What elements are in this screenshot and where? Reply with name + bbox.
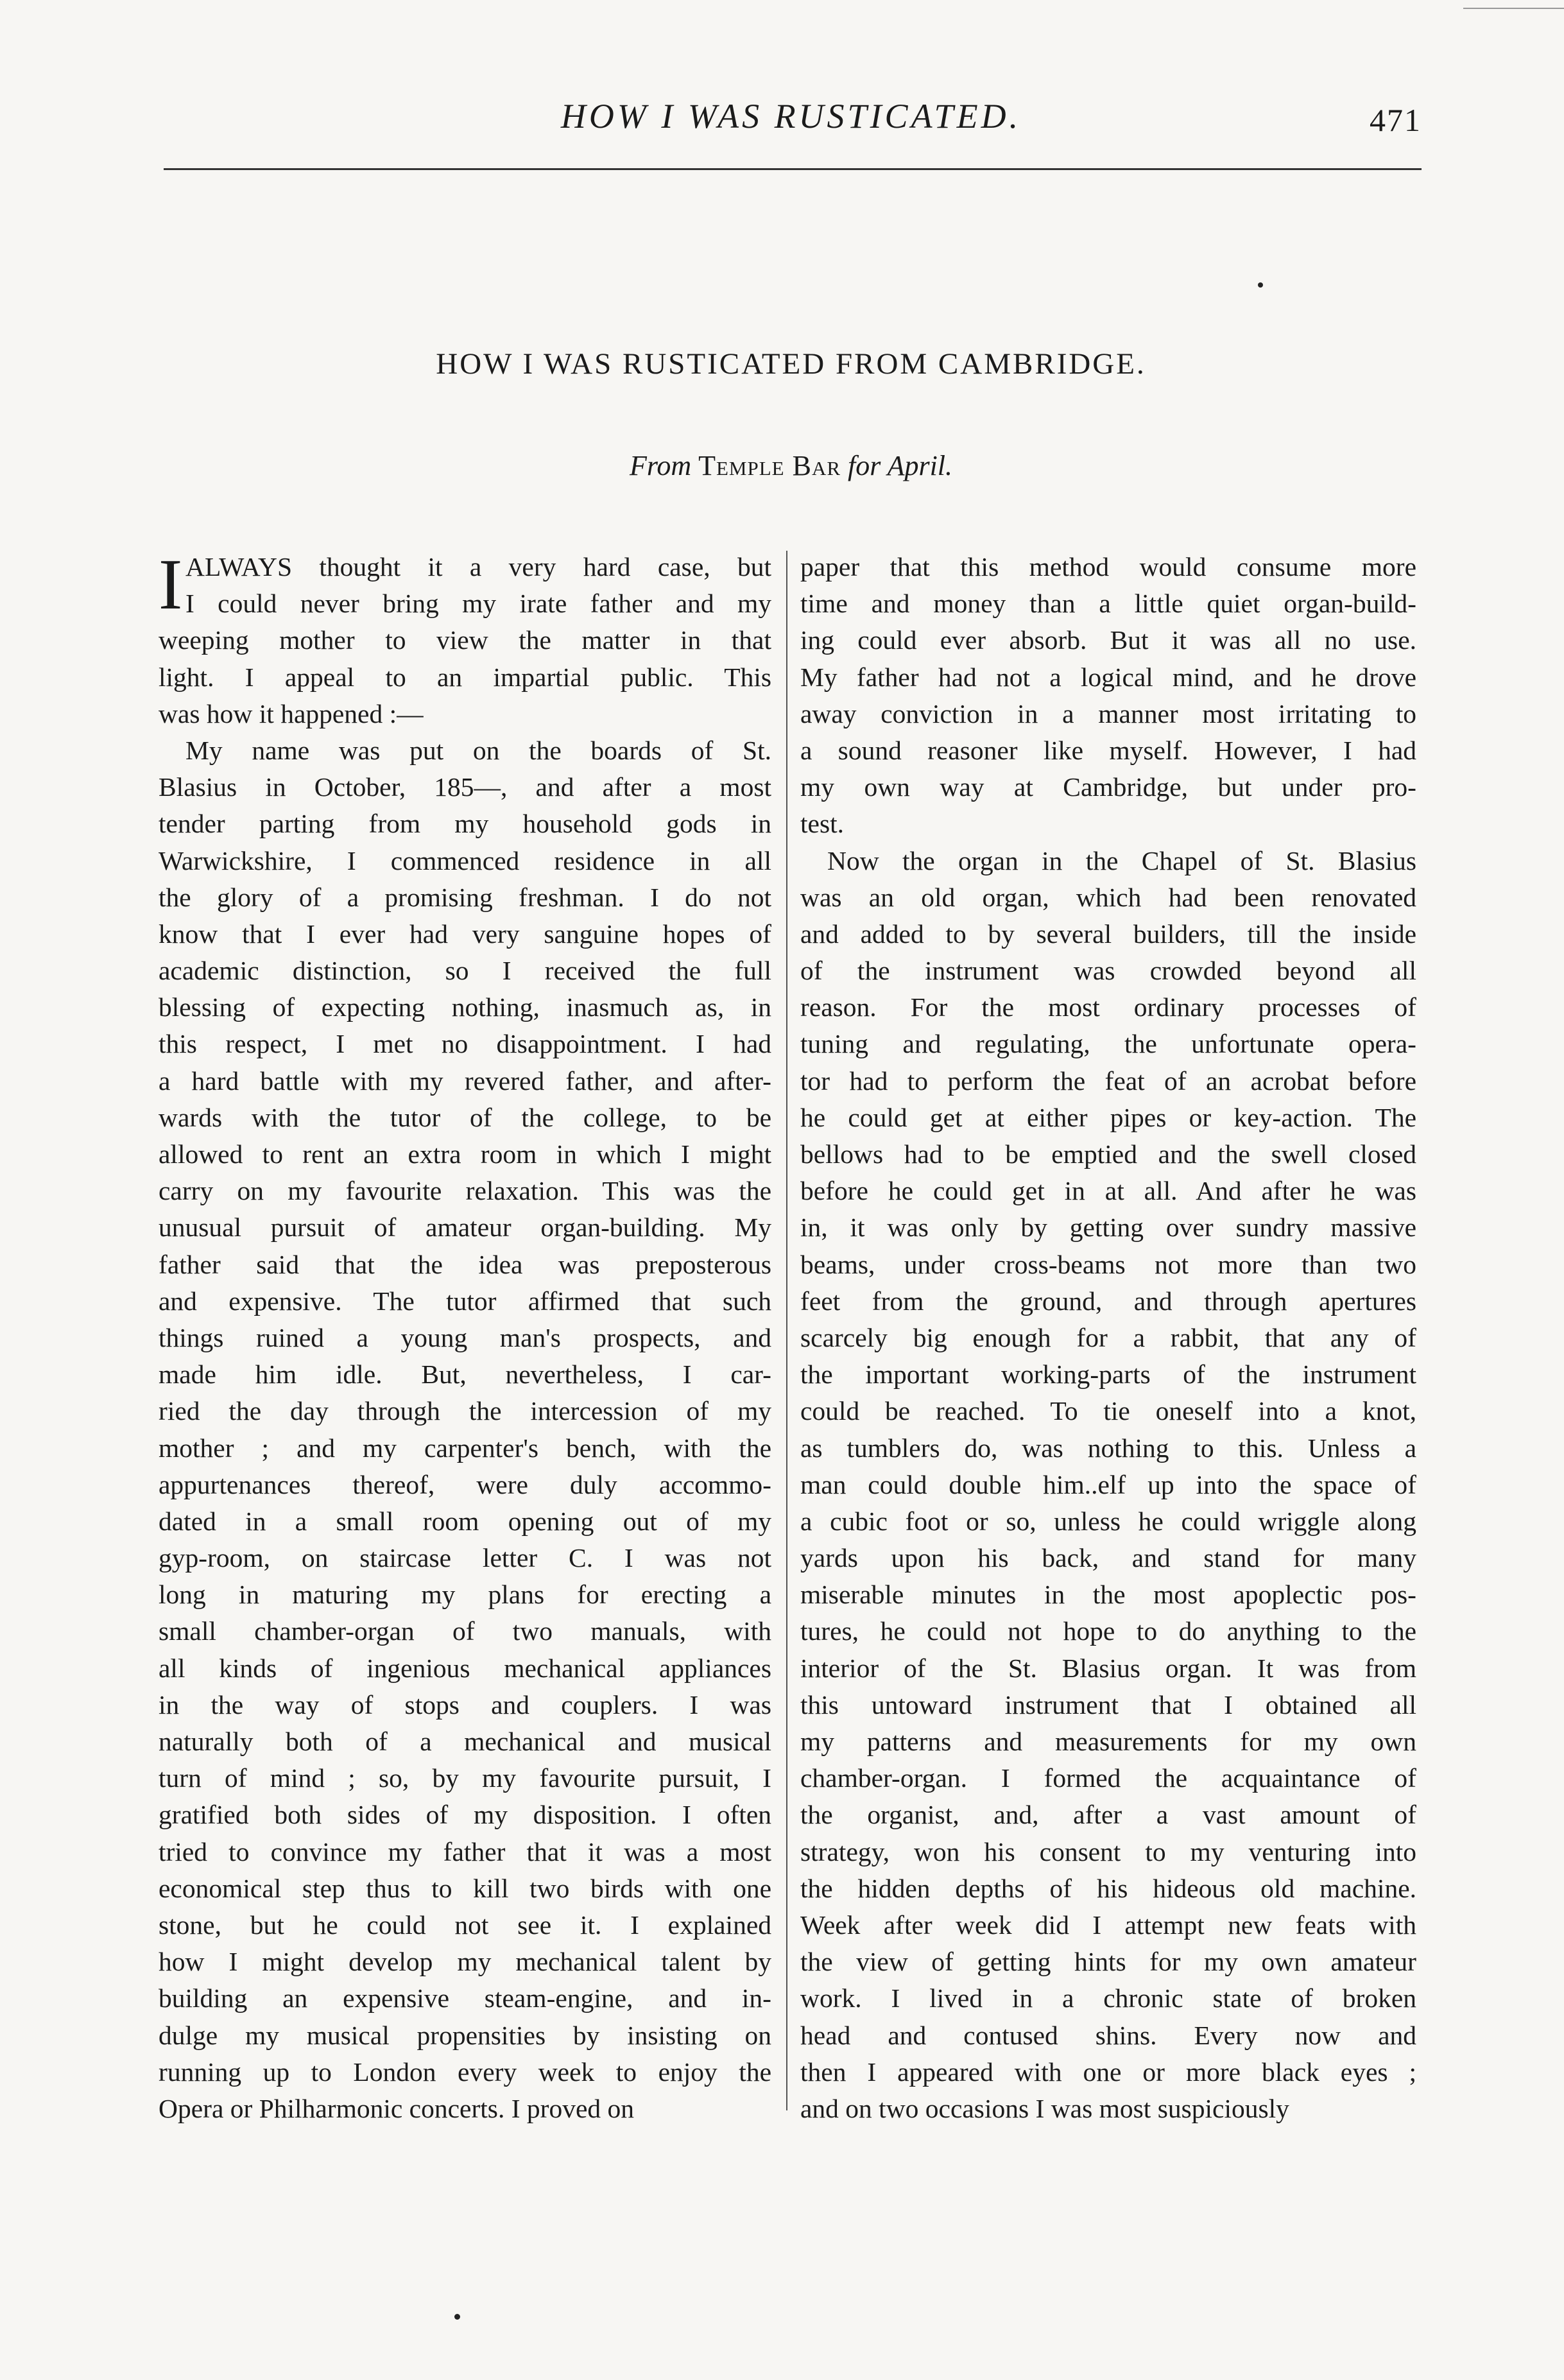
text-line: naturally both of a mechanical and musical [159, 1727, 771, 1756]
text-line: wards with the tutor of the college, to be [159, 1102, 771, 1132]
text-line: gyp-room, on staircase letter C. I was not [159, 1543, 771, 1573]
text-line: Week after week did I attempt new feats with [800, 1910, 1416, 1940]
text-line: long in maturing my plans for erecting a [159, 1580, 771, 1610]
source-from: From [629, 450, 692, 481]
text-line: mother ; and my carpenter's bench, with the [159, 1433, 771, 1463]
text-line: dulge my musical propensities by insisting on [159, 2020, 771, 2050]
text-line: this respect, I met no disappointment. I had [159, 1029, 771, 1059]
left-column [159, 545, 771, 2127]
text-line: small chamber-organ of two manuals, with [159, 1616, 771, 1646]
text-line: the organist, and, after a vast amount of [800, 1800, 1416, 1830]
text-line: paper that this method would consume more [800, 552, 1416, 582]
text-line: and on two occasions I was most suspiciously [800, 2093, 1289, 2123]
source-publication: Temple Bar [698, 450, 841, 481]
text-line: test. [800, 809, 845, 839]
text-line: Now the organ in the Chapel of St. Blasius [827, 845, 1416, 875]
text-line: feet from the ground, and through apertures [800, 1286, 1416, 1316]
text-line: ALWAYS thought it a very hard case, but [185, 552, 771, 582]
text-line: unusual pursuit of amateur organ-building. My [159, 1212, 771, 1243]
text-line: My name was put on the boards of St. [185, 735, 771, 765]
text-line: chamber-organ. I formed the acquaintance of [800, 1763, 1416, 1793]
text-line: reason. For the most ordinary processes of [800, 992, 1416, 1022]
text-line: Opera or Philharmonic concerts. I proved on [159, 2093, 635, 2123]
text-line: was an old organ, which had been renovated [800, 882, 1416, 912]
text-line: time and money than a little quiet organ-build- [800, 589, 1416, 619]
text-line: scarcely big enough for a rabbit, that any of [800, 1322, 1416, 1352]
text-line: the hidden depths of his hideous old machine. [800, 1873, 1416, 1903]
text-line: the glory of a promising freshman. I do not [159, 882, 771, 912]
text-line: and added to by several builders, till the inside [800, 918, 1416, 949]
text-line: beams, under cross-beams not more than two [800, 1249, 1416, 1279]
text-line: of the instrument was crowded beyond all [800, 956, 1416, 986]
text-line: gratified both sides of my disposition. I often [159, 1800, 771, 1830]
text-line: things ruined a young man's prospects, and [159, 1322, 771, 1352]
text-line: this untoward instrument that I obtained all [800, 1689, 1416, 1720]
text-line: running up to London every week to enjoy the [159, 2057, 771, 2087]
text-line: building an expensive steam-engine, and in- [159, 1983, 771, 2014]
text-line: the view of getting hints for my own amateur [800, 1947, 1416, 1977]
text-line: academic distinction, so I received the full [159, 956, 771, 986]
text-line: I could never bring my irate father and my [185, 589, 771, 619]
text-line: ing could ever absorb. But it was all no use. [800, 625, 1416, 655]
text-line: work. I lived in a chronic state of broken [800, 1983, 1416, 2014]
text-line: interior of the St. Blasius organ. It was from [800, 1653, 1416, 1683]
text-line: tuning and regulating, the unfortunate opera- [800, 1029, 1416, 1059]
text-line: he could get at either pipes or key-action. The [800, 1102, 1416, 1132]
text-line: father said that the idea was preposterous [159, 1249, 771, 1279]
text-line: Warwickshire, I commenced residence in all [159, 845, 771, 875]
column-divider [786, 551, 787, 2110]
text-line: stone, but he could not see it. I explained [159, 1910, 771, 1940]
text-line: in the way of stops and couplers. I was [159, 1689, 771, 1720]
source-issue: for April. [848, 450, 953, 481]
text-line: could be reached. To tie oneself into a knot, [800, 1396, 1416, 1426]
text-line: blessing of expecting nothing, inasmuch as, in [159, 992, 771, 1022]
text-line: strategy, won his consent to my venturing into [800, 1836, 1416, 1867]
text-line: ried the day through the intercession of my [159, 1396, 771, 1426]
text-line: my own way at Cambridge, but under pro- [800, 772, 1416, 802]
text-line: yards upon his back, and stand for many [800, 1543, 1416, 1573]
text-line: tender parting from my household gods in [159, 809, 771, 839]
text-line: my patterns and measurements for my own [800, 1727, 1416, 1756]
text-line: a cubic foot or so, unless he could wriggle along [800, 1506, 1416, 1536]
text-line: then I appeared with one or more black eyes ; [800, 2057, 1416, 2087]
ink-speck [454, 2314, 460, 2320]
text-line: light. I appeal to an impartial public. This [159, 662, 771, 692]
text-line: dated in a small room opening out of my [159, 1506, 771, 1536]
text-line: tried to convince my father that it was a most [159, 1836, 771, 1867]
text-line: miserable minutes in the most apoplectic pos- [800, 1580, 1416, 1610]
text-line: appurtenances thereof, were duly accommo- [159, 1469, 771, 1499]
text-line: turn of mind ; so, by my favourite pursuit, I [159, 1763, 771, 1793]
text-line: how I might develop my mechanical talent by [159, 1947, 771, 1977]
text-line: as tumblers do, was nothing to this. Unless a [800, 1433, 1416, 1463]
text-line: tor had to perform the feat of an acrobat before [800, 1065, 1416, 1096]
text-line: My father had not a logical mind, and he drove [800, 662, 1416, 692]
text-line: a sound reasoner like myself. However, I had [800, 735, 1416, 765]
text-line: economical step thus to kill two birds with one [159, 1873, 771, 1903]
text-line: head and contused shins. Every now and [800, 2020, 1416, 2050]
text-line: before he could get in at all. And after he was [800, 1176, 1416, 1206]
text-line: Blasius in October, 185—, and after a most [159, 772, 771, 802]
text-line: allowed to rent an extra room in which I might [159, 1139, 771, 1169]
text-line: man could double him..elf up into the space of [800, 1469, 1416, 1499]
text-line: all kinds of ingenious mechanical appliances [159, 1653, 771, 1683]
text-line: in, it was only by getting over sundry massive [800, 1212, 1416, 1243]
scan-corner-rule [1463, 8, 1564, 9]
text-line: know that I ever had very sanguine hopes of [159, 918, 771, 949]
page-number: 471 [1370, 102, 1422, 138]
text-line: tures, he could not hope to do anything to the [800, 1616, 1416, 1646]
header-rule [164, 168, 1422, 170]
ink-speck [1258, 282, 1263, 288]
running-head [160, 96, 1422, 154]
text-line: made him idle. But, nevertheless, I car- [159, 1359, 771, 1390]
text-line: carry on my favourite relaxation. This was the [159, 1176, 771, 1206]
right-column [800, 549, 1416, 2127]
article-title: HOW I WAS RUSTICATED FROM CAMBRIDGE. [436, 347, 1146, 381]
text-line: a hard battle with my revered father, and after- [159, 1065, 771, 1096]
running-title: HOW I WAS RUSTICATED. [560, 97, 1022, 135]
text-line: and expensive. The tutor affirmed that such [159, 1286, 771, 1316]
text-line: the important working-parts of the instrument [800, 1359, 1416, 1390]
source-line [160, 449, 1422, 482]
text-line: was how it happened :— [159, 698, 424, 729]
text-line: away conviction in a manner most irritating to [800, 698, 1416, 729]
drop-cap: I [159, 545, 183, 625]
text-line: bellows had to be emptied and the swell closed [800, 1139, 1416, 1169]
text-line: weeping mother to view the matter in that [159, 625, 771, 655]
